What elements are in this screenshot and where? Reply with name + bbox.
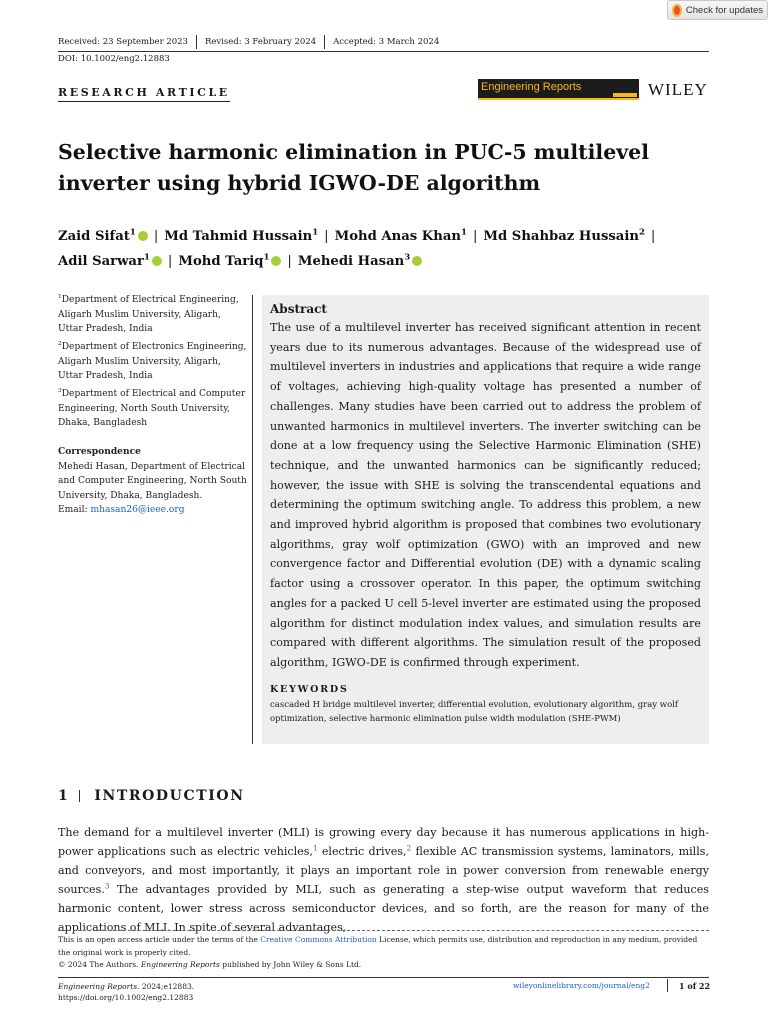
article-title: Selective harmonic elimination in PUC-5 multilevel inverter using hybrid IGWO-DE algorithm (58, 140, 649, 195)
banner-tag (613, 93, 637, 97)
author[interactable]: Md Shahbaz Hussain$^2$ (483, 227, 645, 244)
abstract-rule (252, 295, 253, 744)
copyright-note: © 2024 The Authors. Engineering Reports published by John Wiley & Sons Ltd. (58, 960, 362, 969)
abstract-heading: Abstract (270, 302, 327, 316)
orcid-icon[interactable] (271, 256, 281, 266)
banner-underline (478, 98, 639, 100)
author[interactable]: Md Tahmid Hussain$^1$ (164, 227, 319, 244)
keywords-heading: KEYWORDS (270, 683, 349, 695)
revised-date: Revised: 3 February 2024 (196, 35, 324, 49)
keywords-text: cascaded H bridge multilevel inverter, differential evolution, evolutionary algorithm, gray wolf optimization, selective harmonic elimination pulse width modulation (SHE-PWM) (270, 699, 679, 725)
author[interactable]: Zaid Sifat$^1$ (58, 229, 148, 244)
author[interactable]: Mehedi Hasan$^3$ (298, 254, 422, 269)
author[interactable]: Mohd Tariq$^1$ (178, 254, 281, 269)
received-date: Received: 23 September 2023 (58, 37, 188, 47)
check-for-updates-button[interactable] (667, 0, 768, 20)
page-number: 1 of 22 (679, 981, 711, 991)
crossmark-icon (672, 4, 682, 17)
author[interactable]: Adil Sarwar$^1$ (58, 254, 162, 269)
cc-license-link[interactable]: Creative Commons Attribution (260, 935, 377, 944)
reference-link[interactable]: 1 (312, 843, 318, 853)
header-rule (58, 51, 709, 52)
license-note: This is an open access article under the terms of the Creative Commons Attribution License, which permits use, distribution and reproduction in any medium, provided the original work is properly cited. (58, 935, 698, 957)
accepted-date: Accepted: 3 March 2024 (324, 35, 447, 49)
orcid-icon[interactable] (412, 256, 422, 266)
journal-banner-label: Engineering Reports (481, 81, 582, 93)
reference-link[interactable]: 2 (406, 843, 412, 853)
doi-url[interactable]: https://doi.org/10.1002/eng2.12883 (58, 993, 194, 1002)
correspondence-text: Mehedi Hasan, Department of Electrical and Computer Engineering, North South University, Dhaka, Bangladesh. (58, 461, 247, 501)
section-title: INTRODUCTION (94, 788, 245, 804)
author-list: Zaid Sifat$^1$ | Md Tahmid Hussain$^1$ | Mohd Anas Khan$^1$ | Md Shahbaz Hussain$^2$ | Adil Sarwar$^1$ | Mohd Tariq$^1$ | Mehedi Hasan$^3$ (58, 227, 656, 269)
abstract-box (262, 295, 709, 744)
footer-divider (667, 979, 668, 992)
citation: Engineering Reports. 2024;e12883. https://doi.org/10.1002/eng2.12883 (58, 982, 195, 1002)
section-heading (58, 788, 245, 804)
affiliation-1: $^1$Department of Electrical Engineering, Aligarh Muslim University, Aligarh, Uttar Pradesh, India (58, 293, 239, 334)
abstract-text: The use of a multilevel inverter has received significant attention in recent years due to its numerous advantages. Because of the widespread use of multilevel inverters in industries and applications that require a wide range of voltages, achieving high-quality voltage has presented a number of challenges. Many studies have been carried out to address the problem of unwanted harmonics in multilevel inverters. The inverter switching can be done at a low frequency using the Selective Harmonic Elimination (SHE) technique, and the unwanted harmonics can be significantly reduced; however, the issue with SHE is solving the transcendental equations and determining the optimum switching angle. To address this problem, a new and improved hybrid algorithm is proposed that combines two evolutionary algorithms, gray wolf optimization (GWO) with an improved and new convergence factor and Differential evolution (DE) with a dynamic scaling factor using a crossover operator. In this paper, the optimum switching angles for a packed U cell 5-level inverter are estimated using the proposed algorithm for distinct modulation index values, and simulation results are compared with different algorithms. The simulation result of the proposed algorithm, IGWO-DE is confirmed through experiment. (270, 321, 701, 669)
author[interactable]: Mohd Anas Khan$^1$ (334, 227, 467, 244)
footer-rule (58, 977, 709, 978)
doi: DOI: 10.1002/eng2.12883 (58, 54, 170, 64)
check-for-updates-label: Check for updates (685, 4, 763, 16)
email-link[interactable]: mhasan26@ieee.org (90, 505, 185, 515)
correspondence: Correspondence Mehedi Hasan, Department of Electrical and Computer Engineering, North South University, Dhaka, Bangladesh. Email: mhasan26@ieee.org (58, 446, 247, 515)
orcid-icon[interactable] (152, 256, 162, 266)
wiley-logo[interactable]: WILEY (648, 80, 708, 99)
article-type: RESEARCH ARTICLE (58, 86, 230, 102)
journal-url-link[interactable]: wileyonlinelibrary.com/journal/eng2 (513, 981, 650, 990)
intro-paragraph: The demand for a multilevel inverter (MLI) is growing every day because it has numerous applications in high-power applications such as electric vehicles,$^1$ electric drives,$^2$ flexible AC transmission systems, laminators, mills, and conveyors, and most importantly, it plays an important role in power conversion from renewable energy sources.$^3$ The advantages provided by MLI, such as generating a step-wise output waveform that reduces harmonic content, lower stress across semiconductor devices, and so forth, are the reason for many of the applications of MLI. In spite of several advantages, (58, 826, 709, 934)
affiliation-2: $^2$Department of Electronics Engineering, Aligarh Muslim University, Aligarh, Uttar Pradesh, India (58, 340, 247, 381)
reference-link[interactable]: 3 (104, 881, 110, 891)
affiliation-3: $^3$Department of Electrical and Computer Engineering, North South University, Dhaka, Bangladesh (58, 387, 246, 428)
article-dates (58, 35, 447, 49)
section-number: 1 (58, 788, 70, 804)
correspondence-heading: Correspondence (58, 446, 141, 457)
journal-banner[interactable] (478, 79, 639, 100)
orcid-icon[interactable] (138, 231, 148, 241)
section-divider (79, 790, 80, 802)
footnote-rule (58, 930, 709, 931)
